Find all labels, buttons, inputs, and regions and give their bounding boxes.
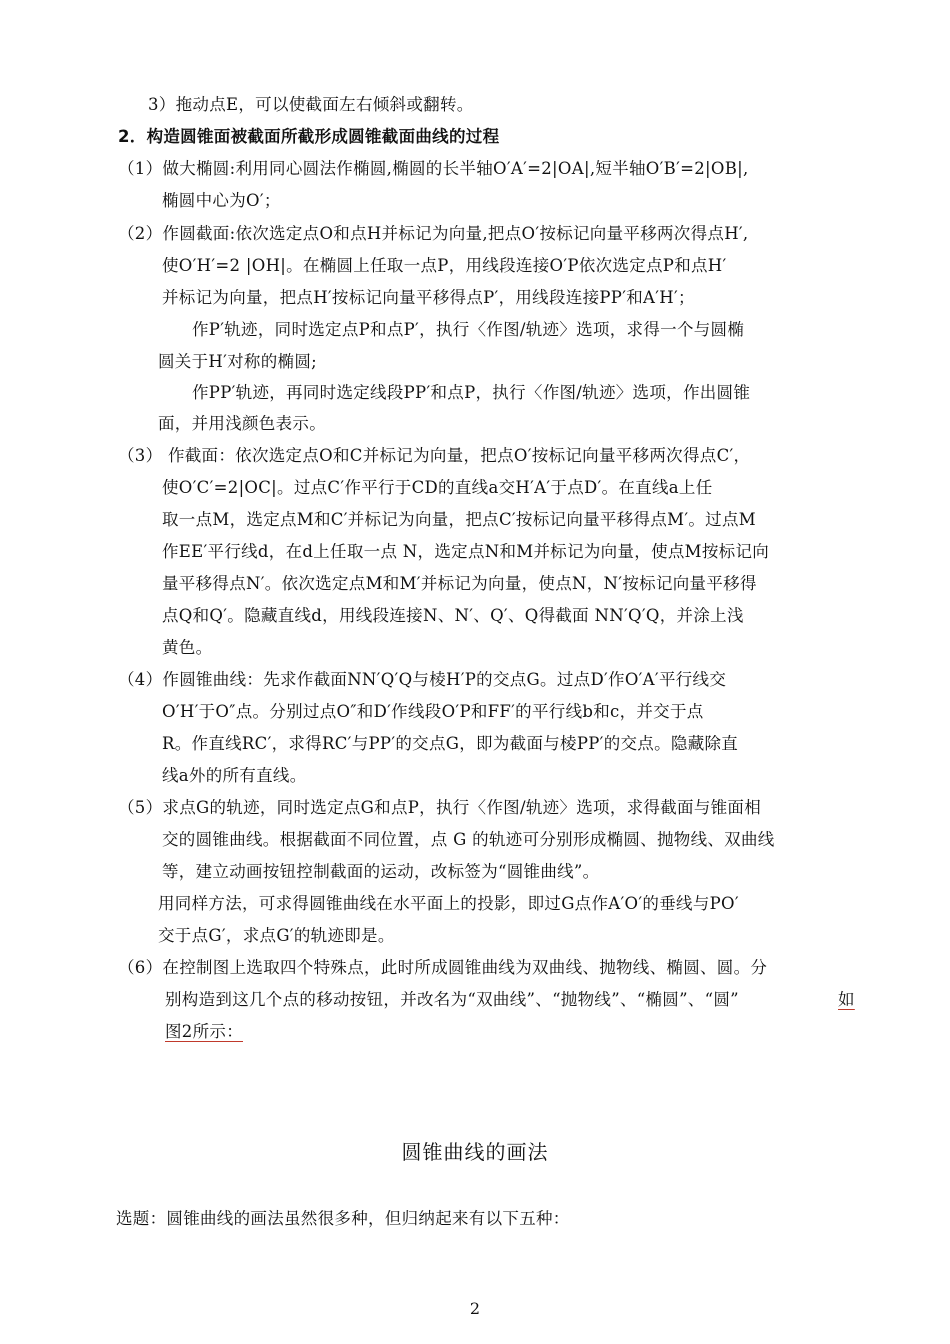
text-line: R。作直线RC′，求得RC′与PP′的交点G，即为截面与棱PP′的交点。隐藏除直 xyxy=(162,734,739,753)
text-line: 量平移得点N′。依次选定点M和M′并标记为向量，使点N，N′按标记向量平移得 xyxy=(162,574,757,593)
text-line: 使O′H′=2 |OH|。在椭圆上任取一点P，用线段连接O′P依次选定点P和点H′ xyxy=(162,256,727,275)
text-line: 取一点M，选定点M和C′并标记为向量，把点C′按标记向量平移得点M′。过点M xyxy=(162,510,756,529)
text-line: 作P′轨迹，同时选定点P和点P′，执行〈作图/轨迹〉选项，求得一个与圆椭 xyxy=(192,320,745,339)
text-line: 黄色。 xyxy=(162,638,213,657)
text-line: （2）作圆截面:依次选定点O和点H并标记为向量,把点O′按标记向量平移两次得点H′, xyxy=(118,224,749,243)
intro-text: 选题：圆锥曲线的画法虽然很多种，但归纳起来有以下五种： xyxy=(116,1209,570,1228)
text-line: 圆关于H′对称的椭圆; xyxy=(158,352,317,371)
text-line: 交的圆锥曲线。根据截面不同位置，点 G 的轨迹可分别形成椭圆、抛物线、双曲线 xyxy=(162,830,775,849)
text-line: 作PP′轨迹，再同时选定线段PP′和点P，执行〈作图/轨迹〉选项，作出圆锥 xyxy=(192,383,751,402)
text-line: 使O′C′=2|OC|。过点C′作平行于CD的直线a交H′A′于点D′。在直线a上任 xyxy=(162,478,713,497)
text-line: （4）作圆锥曲线：先求作截面NN′Q′Q与棱H′P的交点G。过点D′作O′A′平行线交 xyxy=(118,670,727,689)
text-line: 椭圆中心为O′； xyxy=(162,191,281,210)
page-number: 2 xyxy=(469,1299,481,1318)
text-line: （1）做大椭圆:利用同心圆法作椭圆,椭圆的长半轴O′A′=2|OA|,短半轴O′B′=2|OB|, xyxy=(118,159,749,178)
text-line: 作EE′平行线d，在d上任取一点 N，选定点N和M并标记为向量，使点M按标记向 xyxy=(162,542,770,561)
text-line: 点Q和Q′。隐藏直线d，用线段连接N、N′、Q′、Q得截面 NN′Q′Q，并涂上浅 xyxy=(162,606,744,625)
text-line: 交于点G′，求点G′的轨迹即是。 xyxy=(158,926,395,945)
text-line: 并标记为向量，把点H′按标记向量平移得点P′，用线段连接PP′和A′H′； xyxy=(162,288,695,307)
text-line-underlined: 如 xyxy=(838,990,855,1009)
section-heading: 2．构造圆锥面被截面所截形成圆锥截面曲线的过程 xyxy=(118,127,500,146)
text-line: 等，建立动画按钮控制截面的运动，改标签为“圆锥曲线”。 xyxy=(162,862,600,881)
text-line: 别构造到这几个点的移动按钮，并改名为“双曲线”、“抛物线”、“椭圆”、“圆” xyxy=(165,990,739,1009)
text-line: （6）在控制图上选取四个特殊点，此时所成圆锥曲线为双曲线、抛物线、椭圆、圆。分 xyxy=(118,958,768,977)
text-line-underlined: 图2所示： xyxy=(165,1022,243,1041)
text-line: 线a外的所有直线。 xyxy=(162,766,307,785)
page-title: 圆锥曲线的画法 xyxy=(401,1140,549,1164)
text-line: （3） 作截面：依次选定点O和C并标记为向量，把点O′按标记向量平移两次得点C′， xyxy=(118,446,751,465)
text-line: 3）拖动点E，可以使截面左右倾斜或翻转。 xyxy=(148,95,474,114)
text-line: （5）求点G的轨迹，同时选定点G和点P，执行〈作图/轨迹〉选项，求得截面与锥面相 xyxy=(118,798,762,817)
text-line: 面，并用浅颜色表示。 xyxy=(158,414,326,433)
text-line: O′H′于O″点。分别过点O″和D′作线段O′P和FF′的平行线b和c，并交于点 xyxy=(162,702,704,721)
text-line: 用同样方法，可求得圆锥曲线在水平面上的投影，即过G点作A′O′的垂线与PO′ xyxy=(158,894,739,913)
